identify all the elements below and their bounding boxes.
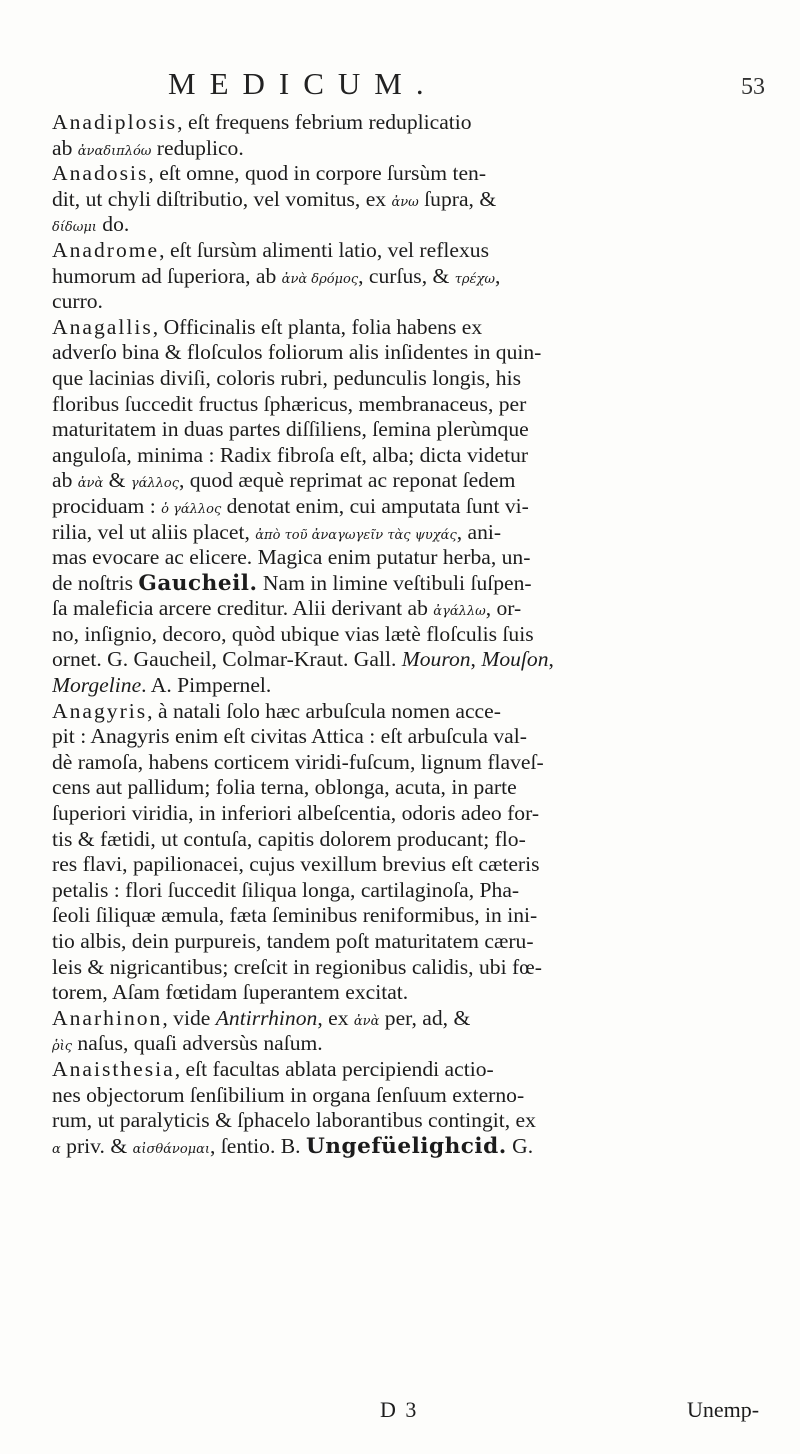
text-run: ſupra, & (418, 186, 497, 211)
text-run: tio albis, dein purpureis, tandem poſt maturitatem cæru- (52, 929, 534, 953)
text-line (52, 468, 792, 494)
text-run: anguloſa, minima : Radix fibroſa eſt, alba; dicta videtur (52, 442, 529, 467)
page-number: 53 (741, 74, 765, 100)
text-run: , (470, 647, 482, 672)
text-run: , vide (162, 1005, 216, 1030)
text-line (52, 827, 792, 853)
greek-term: ἀνὰ (77, 476, 104, 492)
text-line (52, 110, 792, 136)
text-run: pit : Anagyris enim eſt civitas Attica : eſt arbuſcula val- (52, 724, 527, 749)
text-line (52, 699, 792, 725)
text-run: res flavi, papilionacei, cujus vexillum brevius eſt cæteris (52, 852, 540, 877)
signature-mark: D 3 (380, 1397, 419, 1422)
text-run: , à natali ſolo hæc arbuſcula nomen acce- (147, 698, 501, 723)
text-run: ornet. G. Gaucheil, Colmar-Kraut. Gall. (52, 647, 402, 672)
text-line (52, 852, 792, 878)
text-run: mas evocare ac elicere. Magica enim putatur herba, un- (52, 545, 531, 570)
greek-term: ἀναδιπλόω (77, 143, 152, 159)
entry-headword: Anarhinon (52, 1005, 163, 1030)
entry-headword: Anagyris (52, 698, 148, 723)
text-line (52, 187, 792, 213)
text-line (52, 647, 792, 673)
entry-headword: Anagallis (52, 314, 153, 339)
text-run: ſeoli ſiliquæ æmula, fæta ſeminibus reniformibus, in ini- (52, 903, 538, 928)
text-run: torem, Aſam fœtidam ſuperantem excitat. (52, 980, 409, 1005)
text-run: Nam in limine veſtibuli ſuſpen- (257, 570, 532, 595)
text-run: , quod æquè reprimat ac reponat ſedem (178, 468, 516, 493)
text-run: petalis : flori ſuccedit ſiliqua longa, cartilaginoſa, Pha- (52, 877, 520, 902)
text-run: rilia, vel ut aliis placet, (52, 519, 256, 544)
text-line (52, 238, 792, 264)
text-run: , Officinalis eſt planta, folia habens ex (152, 314, 483, 339)
text-line (52, 520, 792, 546)
running-title: MEDICUM. (168, 66, 438, 101)
text-line (52, 929, 792, 955)
text-run: cens aut pallidum; folia terna, oblonga, acuta, in parte (52, 775, 517, 800)
text-run: maturitatem in duas partes diſſiliens, ſemina plerùmque (52, 417, 529, 442)
italic-term: Mouſon (481, 647, 549, 672)
greek-term: γάλλος (130, 476, 179, 492)
greek-term: ῥὶς (52, 1039, 73, 1055)
text-run: per, ad, & (379, 1005, 471, 1030)
greek-term: ὁ γάλλος (161, 501, 222, 517)
text-line (52, 980, 792, 1006)
text-run: priv. & (60, 1133, 133, 1158)
text-run: & (103, 468, 131, 493)
text-line (52, 443, 792, 469)
text-line (52, 724, 792, 750)
entry-headword: Anaisthesia (52, 1056, 175, 1081)
text-line (52, 315, 792, 341)
italic-term: Antirrhinon (215, 1005, 318, 1030)
entry-headword: Anadrome (52, 237, 160, 262)
greek-term: ἀγάλλω (433, 604, 486, 620)
text-line (52, 1134, 792, 1160)
text-run: que lacinias diviſi, coloris rubri, pedunculis longis, his (52, 365, 521, 390)
text-line (52, 955, 792, 981)
italic-term: Mouron (401, 647, 471, 672)
greek-term: τρέχω (454, 271, 495, 287)
entry-headword: Anadiplosis (52, 110, 178, 134)
text-run: ſa maleficia arcere creditur. Alii derivant ab (52, 596, 434, 621)
greek-term: α (52, 1141, 61, 1157)
text-run: curro. (52, 289, 103, 314)
text-run: ab (52, 135, 78, 160)
text-run: nes objectorum ſenſibilium in organa ſenſuum externo- (52, 1082, 525, 1107)
text-run: reduplico. (151, 135, 244, 160)
blackletter-term: Ungefüelighcid. (305, 1133, 507, 1159)
text-line (52, 1006, 792, 1032)
text-line (52, 622, 792, 648)
text-line (52, 340, 792, 366)
text-run: , (548, 647, 554, 672)
text-run: , (494, 263, 501, 288)
text-run: , or- (485, 596, 522, 621)
text-run: prociduam : (52, 493, 162, 518)
text-line (52, 366, 792, 392)
text-line (52, 289, 792, 315)
greek-term: ἀνὰ (353, 1013, 380, 1029)
catchword: Unemp- (687, 1397, 760, 1422)
text-run: , ex (317, 1005, 354, 1030)
text-run: do. (96, 212, 130, 237)
text-line (52, 571, 792, 597)
italic-term: Morgeline (52, 673, 142, 698)
text-run: floribus ſuccedit fructus ſphæricus, membranaceus, per (52, 391, 527, 416)
text-run: , ſentio. B. (209, 1133, 306, 1158)
text-line (52, 545, 792, 571)
text-run: , curſus, & (358, 263, 455, 288)
text-line (52, 264, 792, 290)
text-run: rum, ut paralyticis & ſphacelo laborantibus contingit, ex (52, 1108, 536, 1133)
running-head (0, 66, 800, 106)
text-line (52, 1031, 792, 1057)
text-run: leis & nigricantibus; creſcit in regionibus calidis, ubi fœ- (52, 954, 542, 979)
text-run: no, inſignio, decoro, quòd ubique vias lætè floſculis ſuis (52, 621, 534, 646)
blackletter-term: Gaucheil. (138, 570, 258, 596)
text-line (52, 392, 792, 418)
text-line (52, 136, 792, 162)
text-line (52, 161, 792, 187)
greek-term: ἀνὰ δρόμος (281, 271, 359, 287)
text-line (52, 494, 792, 520)
text-run: . A. Pimpernel. (141, 673, 272, 698)
text-run: denotat enim, cui amputata ſunt vi- (221, 493, 529, 518)
text-run: naſus, quaſi adversùs naſum. (72, 1031, 323, 1056)
text-run: humorum ad ſuperiora, ab (52, 263, 282, 288)
greek-term: ἀπὸ τοῦ ἀναγωγεῖν τὰς ψυχάς (255, 527, 457, 543)
text-line (52, 878, 792, 904)
text-run: , eſt frequens febrium reduplicatio (177, 110, 472, 134)
text-run: adverſo bina & floſculos foliorum alis inſidentes in quin- (52, 340, 542, 365)
text-line (52, 750, 792, 776)
text-line (52, 903, 792, 929)
text-run: , eſt facultas ablata percipiendi actio- (174, 1056, 494, 1081)
text-line (52, 801, 792, 827)
text-run: , eſt ſursùm alimenti latio, vel reflexus (159, 237, 489, 262)
text-run: de noſtris (52, 570, 139, 595)
text-run: G. (506, 1133, 534, 1158)
greek-term: ἀνω (391, 194, 419, 210)
text-run: dè ramoſa, habens corticem viridi-fuſcum, lignum flaveſ- (52, 749, 544, 774)
text-line (52, 417, 792, 443)
greek-term: δίδωμι (52, 220, 97, 236)
text-run: , ani- (456, 519, 502, 544)
text-run: ab (52, 468, 78, 493)
text-line (52, 1057, 792, 1083)
text-line (52, 775, 792, 801)
text-line (52, 1083, 792, 1109)
text-line (52, 673, 792, 699)
greek-term: αἰσθάνομαι (132, 1141, 210, 1157)
text-run: tis & fætidi, ut contuſa, capitis dolorem producant; flo- (52, 826, 526, 851)
dictionary-entries (52, 110, 792, 1159)
text-line (52, 596, 792, 622)
entry-headword: Anadosis (52, 161, 149, 186)
text-run: ſuperiori viridia, in inferiori albeſcentia, odoris adeo for- (52, 801, 540, 826)
text-run: , eſt omne, quod in corpore ſursùm ten- (148, 161, 487, 186)
text-line (52, 212, 792, 238)
text-line (52, 1108, 792, 1134)
text-run: dit, ut chyli diſtributio, vel vomitus, ex (52, 186, 392, 211)
page-footer (0, 1397, 800, 1427)
